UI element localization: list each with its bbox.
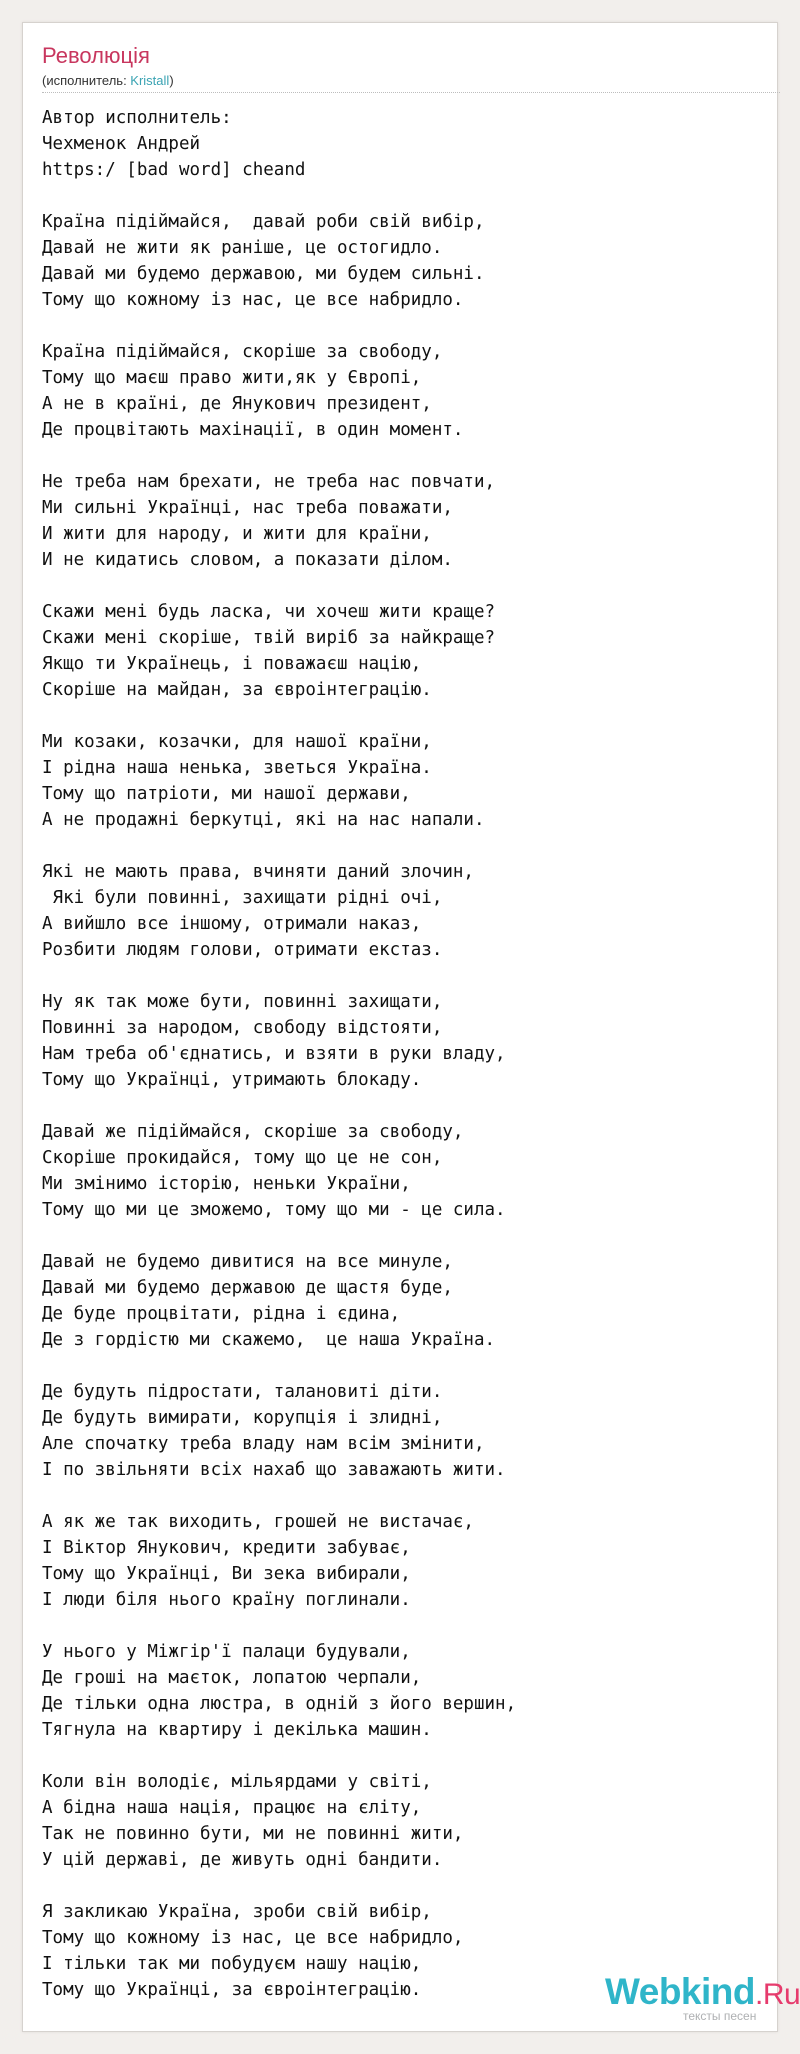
performer-line — [42, 73, 174, 89]
song-title: Революція — [42, 43, 150, 68]
dotted-divider — [42, 92, 780, 93]
performer-link[interactable]: Kristall — [130, 73, 170, 88]
lyrics-card — [22, 22, 800, 2032]
site-logo[interactable] — [583, 1971, 800, 2023]
logo-tld: .Ru — [755, 1978, 800, 2011]
logo-name: Webkind — [605, 1971, 755, 2012]
performer-suffix: ) — [169, 73, 174, 88]
lyrics-text: Автор исполнитель: Чехменок Андрей https:/ [bad word] cheand Країна підіймайся, давай роби свій вибір, Давай не жити як раніше, це остогидло. Давай ми будемо державою, ми будем сильні. Тому що кожному із нас, це все набридло. Країна підіймайся, скоріше за свободу, Тому що маєш право жити,як у Європі, А не в країні, де Янукович президент, Де процвітають махінації, в один момент. Не треба нам брехати, не треба нас повчати, Ми сильні Українці, нас треба поважати, И жити для народу, и жити для країни, И не кидатись словом, а показати ділом. Скажи мені будь ласка, чи хочеш жити краще? Скажи мені скоріше, твій виріб за найкраще? Якщо ти Українець, і поважаєш націю, Скоріше на майдан, за євроінтеграцію. Ми козаки, козачки, для нашої країни, І рідна наша ненька, зветься Україна. Тому що патріоти, ми нашої держави, А не продажні беркутці, які на нас напали. Які не мають права, вчиняти даний злочин, Які були повинні, захищати рідні очі, А вийшло все іншому, отримали наказ, Розбити людям голови, отримати екстаз. Ну як так може бути, повинні захищати, Повинні за народом, свободу відстояти, Нам треба об'єднатись, и взяти в руки владу, Тому що Українці, утримають блокаду. Давай же підіймайся, скоріше за свободу, Скоріше прокидайся, тому що це не сон, Ми змінимо історію, неньки України, Тому що ми це зможемо, тому що ми - це сила. Давай не будемо дивитися на все минуле, Давай ми будемо державою де щастя буде, Де буде процвітати, рідна і єдина, Де з гордістю ми скажемо, це наша Україна. Де будуть підростати, талановиті діти. Де будуть вимирати, корупція і злидні, Але спочатку треба владу нам всім змінити, І по звільняти всіх нахаб що заважають жити. А як же так виходить, грошей не вистачає, І Віктор Янукович, кредити забуває, Тому що Українці, Ви зека вибирали, І люди біля нього країну поглинали. У нього у Міжгір'ї палаци будували, Де гроші на маєток, лопатою черпали, Де тільки одна люстра, в одній з його вершин, Тягнула на квартиру і декілька машин. Коли він володіє, мільярдами у світі, А бідна наша нація, працює на єліту, Так не повинно бути, ми не повинні жити, У цій державі, де живуть одні бандити. Я закликаю Україна, зроби свій вибір, Тому що кожному із нас, це все набридло, І тільки так ми побудуєм нашу націю, Тому що Українці, за євроінтеграцію. — [42, 108, 517, 2000]
performer-prefix: (исполнитель: — [42, 73, 131, 88]
logo-tagline: тексты песен — [683, 2009, 757, 2023]
